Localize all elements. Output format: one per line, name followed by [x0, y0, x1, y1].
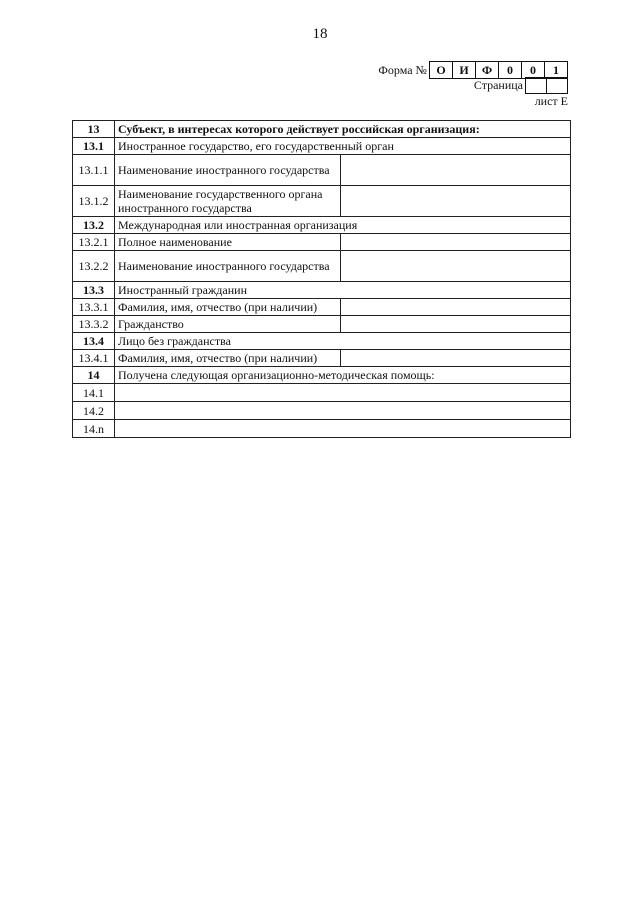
table-row: [73, 138, 571, 155]
section-heading: Иностранное государство, его государственный орган: [115, 138, 571, 155]
row-number: 14: [73, 367, 115, 384]
row-number: 13.4.1: [73, 350, 115, 367]
row-number: 14.n: [73, 420, 115, 438]
row-number: 13.1.1: [73, 155, 115, 186]
field-label: Фамилия, имя, отчество (при наличии): [115, 350, 341, 367]
field-value[interactable]: [341, 186, 571, 217]
section-heading: Субъект, в интересах которого действует российская организация:: [115, 121, 571, 138]
row-number: 13.3.2: [73, 316, 115, 333]
field-label: Гражданство: [115, 316, 341, 333]
section-heading: Международная или иностранная организация: [115, 217, 571, 234]
table-row: [73, 186, 571, 217]
table-row: [73, 420, 571, 438]
table-row: [73, 217, 571, 234]
table-row: [73, 333, 571, 350]
field-label: Наименование иностранного государства: [115, 251, 341, 282]
field-value[interactable]: [341, 251, 571, 282]
form-table-body: [73, 121, 571, 438]
page-field-box[interactable]: [546, 77, 568, 94]
answer-field[interactable]: [115, 420, 571, 438]
sheet-label: лист Е: [534, 94, 568, 108]
table-row: [73, 251, 571, 282]
field-label: Наименование иностранного государства: [115, 155, 341, 186]
page-field-label: Страница: [473, 78, 523, 92]
section-heading: Получена следующая организационно-методическая помощь:: [115, 367, 571, 384]
answer-field[interactable]: [115, 402, 571, 420]
field-value[interactable]: [341, 299, 571, 316]
section-heading: Лицо без гражданства: [115, 333, 571, 350]
table-row: [73, 402, 571, 420]
row-number: 14.2: [73, 402, 115, 420]
page-field-box[interactable]: [525, 77, 547, 94]
form-code-box: 0: [521, 61, 545, 79]
row-number: 13.1: [73, 138, 115, 155]
row-number: 13.3.1: [73, 299, 115, 316]
form-number-label: Форма №: [378, 62, 427, 77]
field-value[interactable]: [341, 234, 571, 251]
field-value[interactable]: [341, 350, 571, 367]
row-number: 13.1.2: [73, 186, 115, 217]
form-code-box: И: [452, 61, 476, 79]
row-number: 13.2.1: [73, 234, 115, 251]
row-number: 14.1: [73, 384, 115, 402]
table-row: [73, 316, 571, 333]
table-row: [73, 155, 571, 186]
table-row: [73, 367, 571, 384]
field-label: Наименование государственного органа иностранного государства: [115, 186, 341, 217]
table-row: [73, 384, 571, 402]
row-number: 13.2.2: [73, 251, 115, 282]
field-label: Фамилия, имя, отчество (при наличии): [115, 299, 341, 316]
field-value[interactable]: [341, 155, 571, 186]
row-number: 13: [73, 121, 115, 138]
row-number: 13.4: [73, 333, 115, 350]
answer-field[interactable]: [115, 384, 571, 402]
row-number: 13.2: [73, 217, 115, 234]
field-label: Полное наименование: [115, 234, 341, 251]
section-heading: Иностранный гражданин: [115, 282, 571, 299]
table-row: [73, 350, 571, 367]
table-row: [73, 299, 571, 316]
table-row: [73, 282, 571, 299]
page-field-row: [474, 77, 568, 94]
table-row: [73, 234, 571, 251]
form-code-box: 0: [498, 61, 522, 79]
field-value[interactable]: [341, 316, 571, 333]
form-code-box: 1: [544, 61, 568, 79]
form-code-box: Ф: [475, 61, 499, 79]
form-code-box: О: [429, 61, 453, 79]
table-row: [73, 121, 571, 138]
page-number: 18: [312, 26, 328, 42]
row-number: 13.3: [73, 282, 115, 299]
form-table: [72, 120, 571, 438]
